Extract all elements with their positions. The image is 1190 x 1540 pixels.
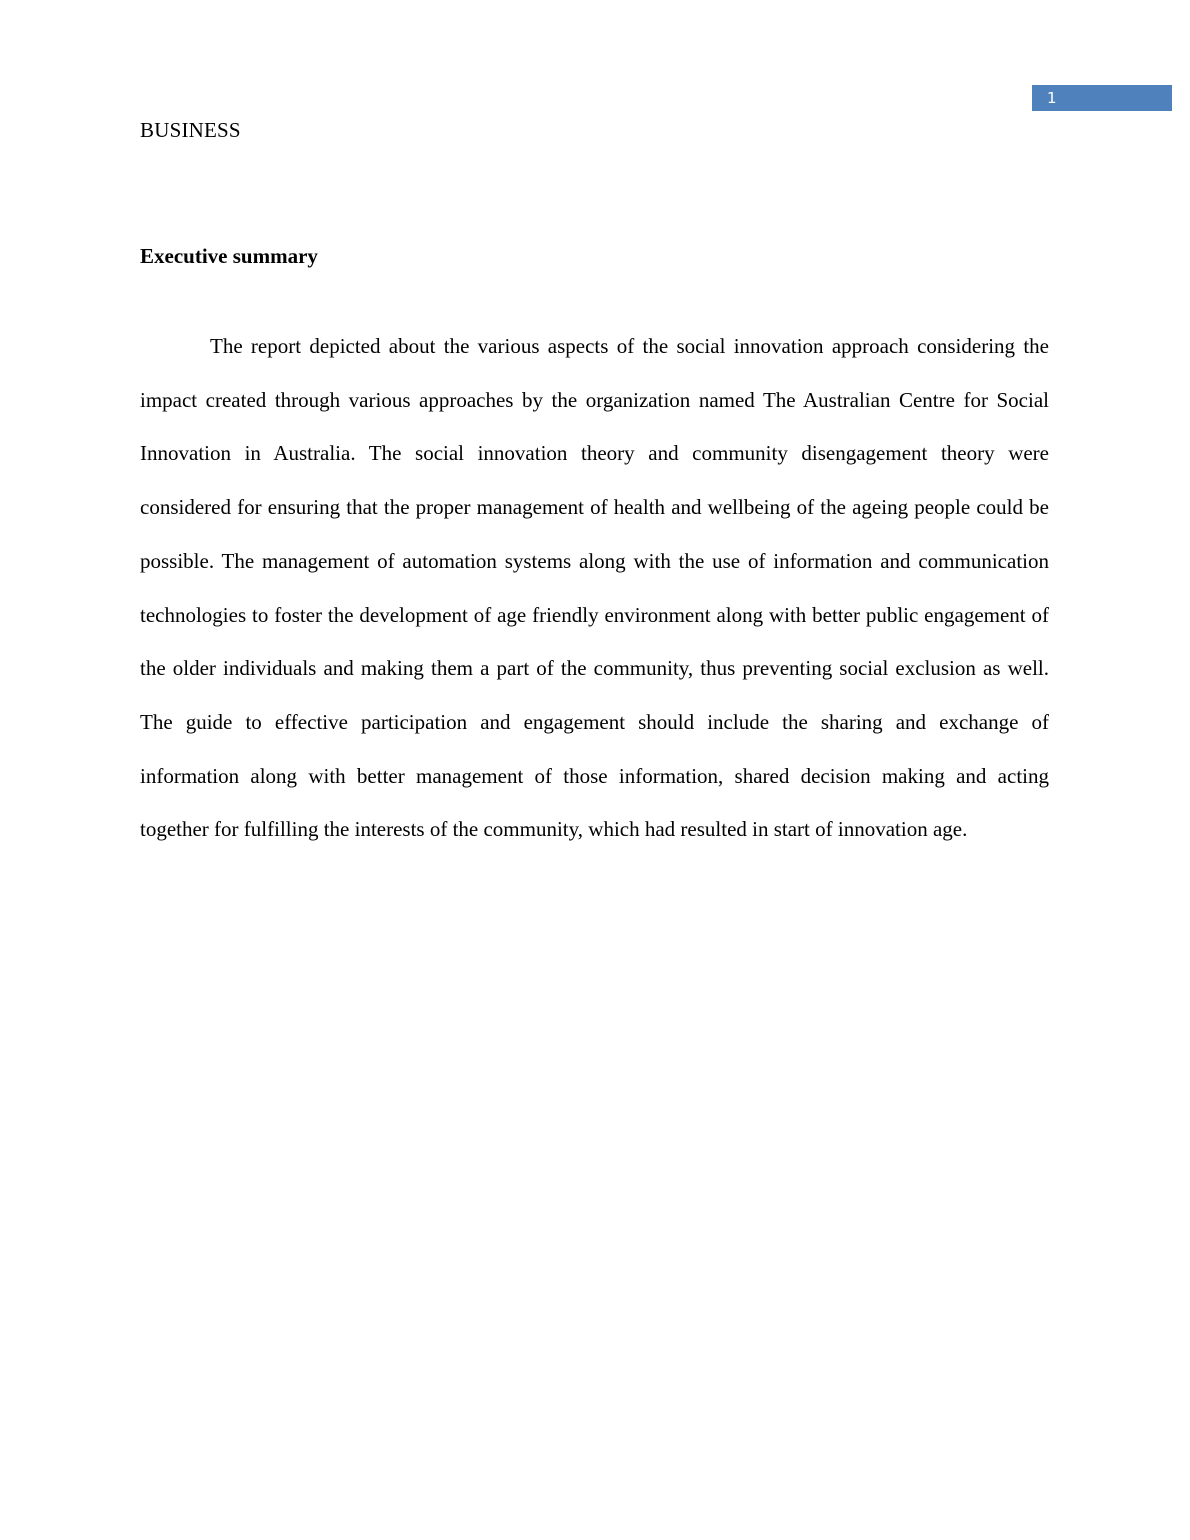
- page-number: 1: [1047, 89, 1057, 107]
- page-number-badge: [1032, 85, 1172, 111]
- body-paragraph: The report depicted about the various aspects of the social innovation approach considering the impact created through various approaches by the organization named The Australian Centre for Social Innovation in Australia. The social innovation theory and community disengagement theory were considered for ensuring that the proper management of health and wellbeing of the ageing people could be possible. The management of automation systems along with the use of information and communication technologies to foster the development of age friendly environment along with better public engagement of the older individuals and making them a part of the community, thus preventing social exclusion as well. The guide to effective participation and engagement should include the sharing and exchange of information along with better management of those information, shared decision making and acting together for fulfilling the interests of the community, which had resulted in start of innovation age.: [140, 334, 1049, 842]
- running-head: BUSINESS: [140, 118, 241, 142]
- section-heading: Executive summary: [140, 244, 318, 268]
